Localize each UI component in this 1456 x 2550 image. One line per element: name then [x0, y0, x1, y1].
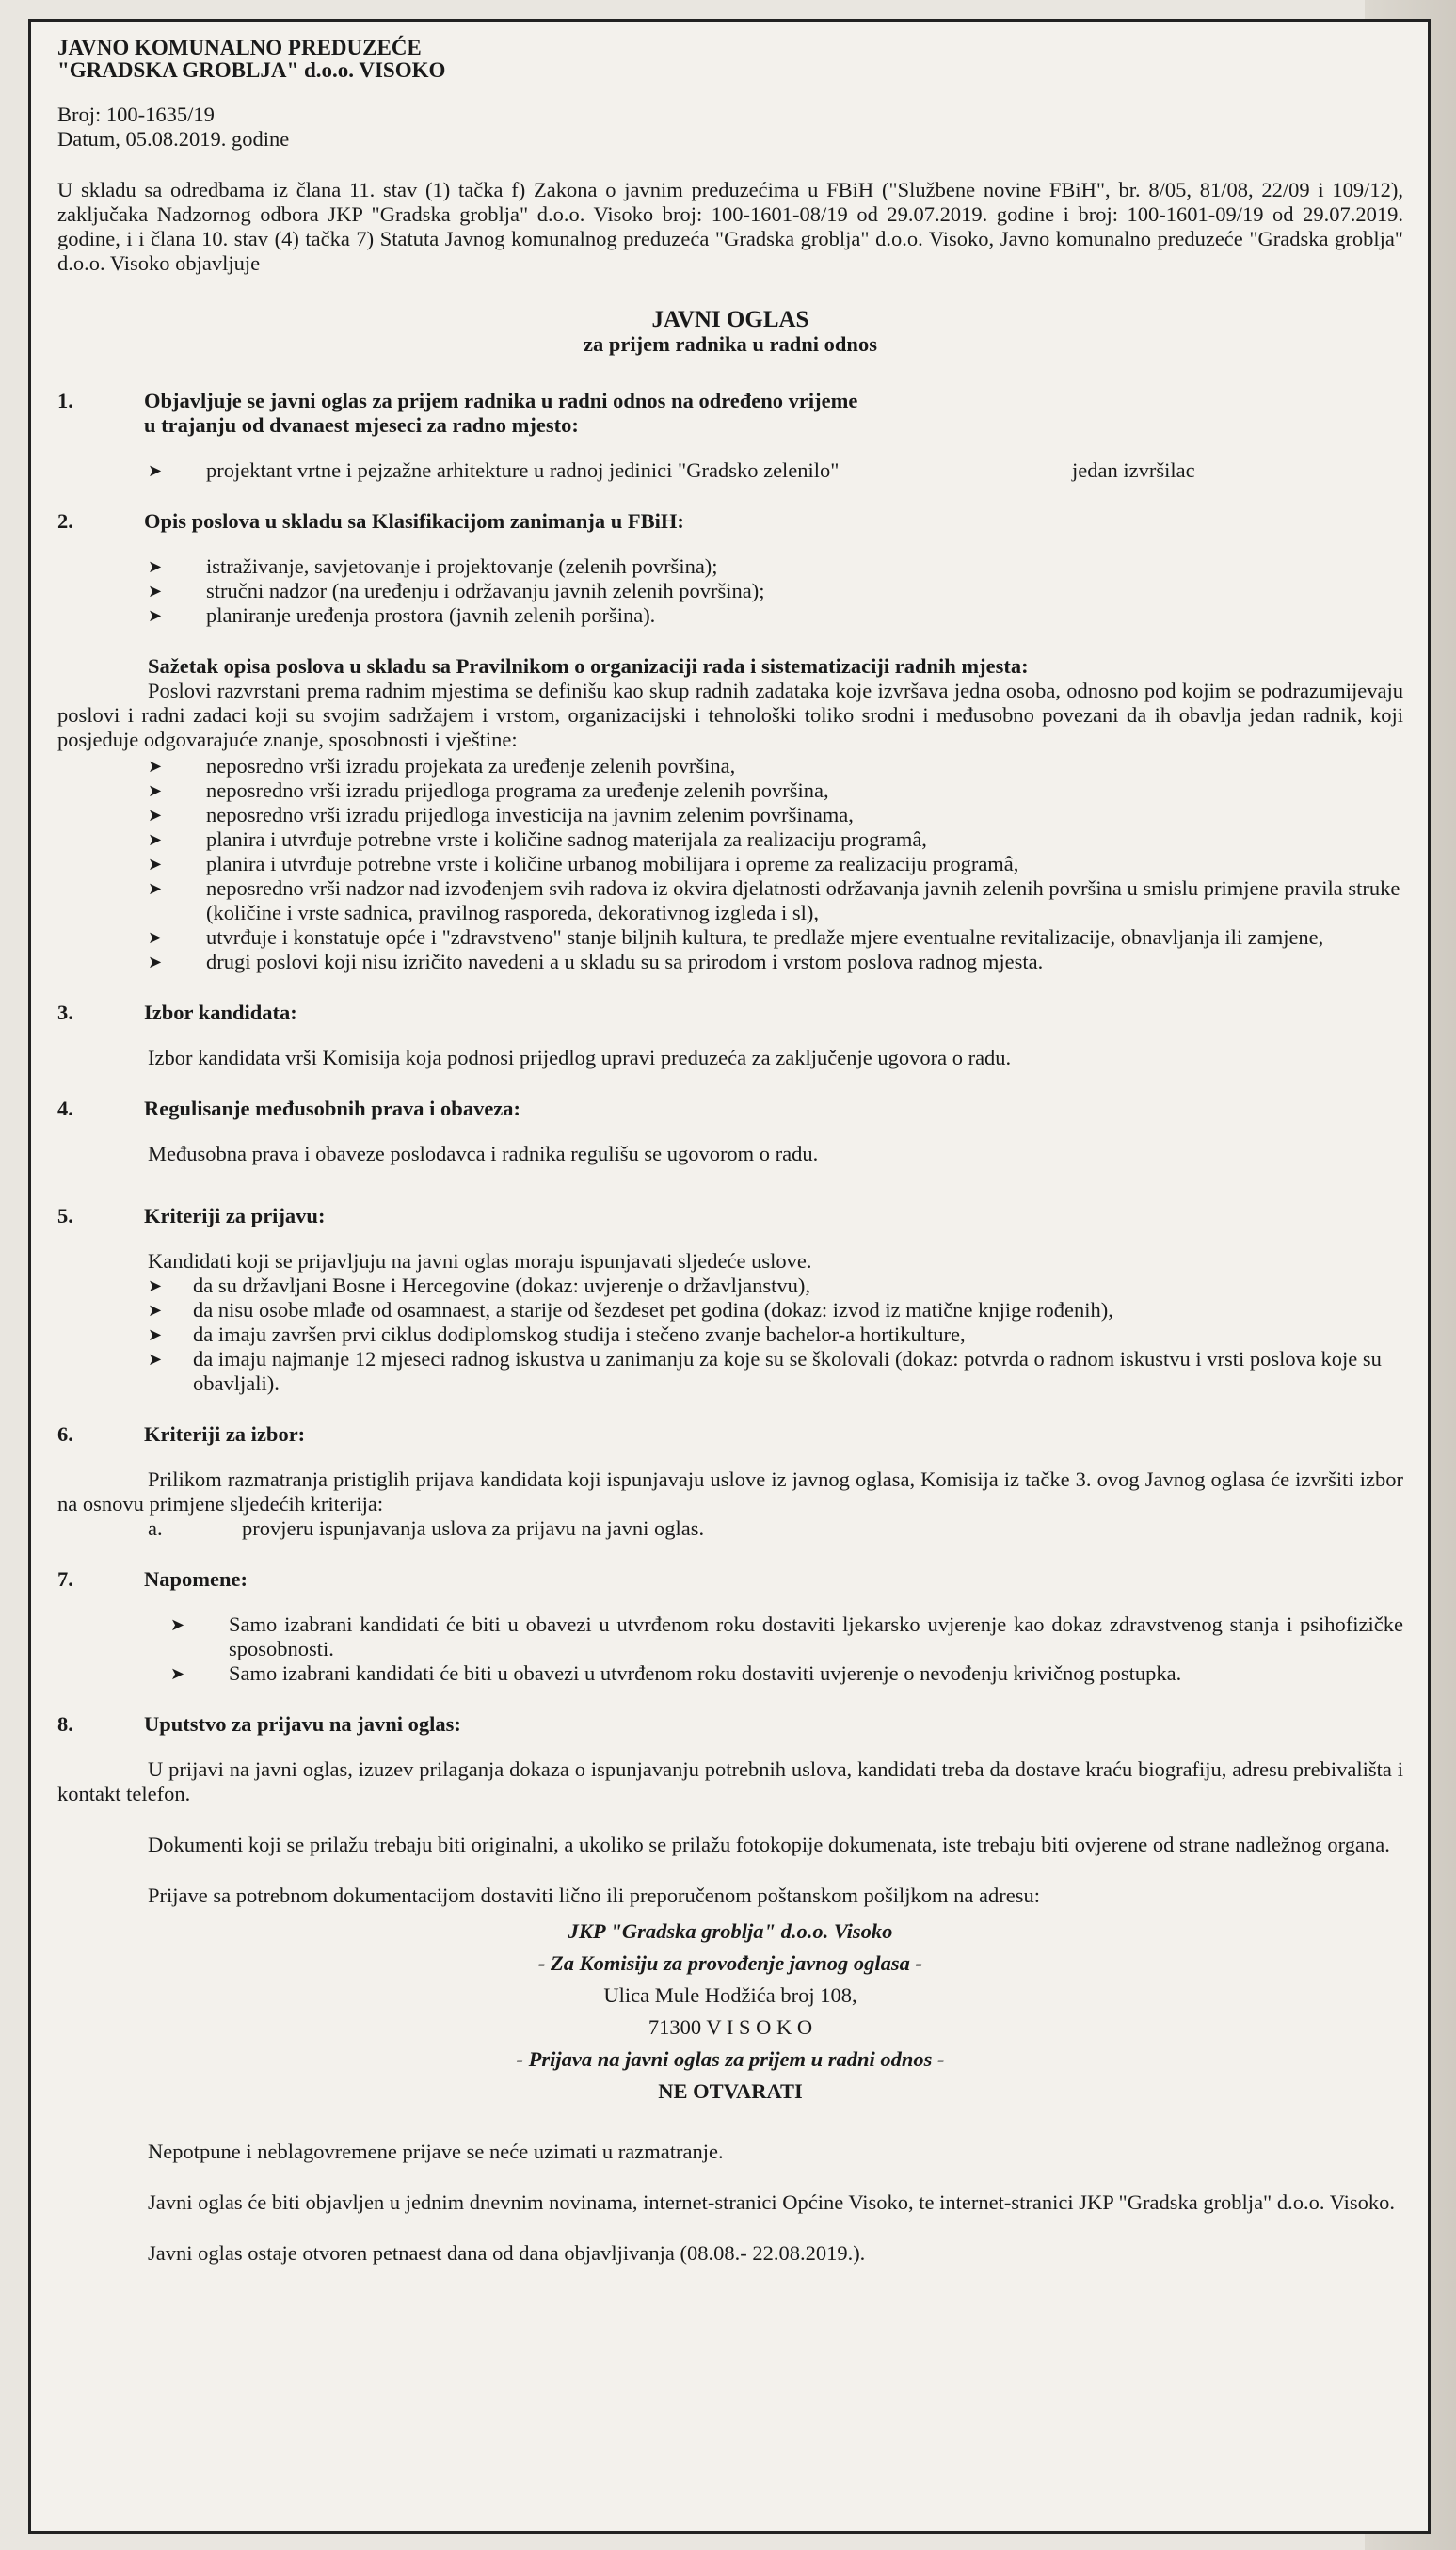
arrow-bullet-icon: ➤ — [148, 461, 163, 480]
intro-paragraph: U skladu sa odredbama iz člana 11. stav (1) tačka f) Zakona o javnim preduzećima u FBiH ("Službene novine FBiH", br. 8/05, 81/08, 22/09 i 109/12), zaključaka Nadzornog odbora JKP "Gradska groblja" d.o.o. Visoko broj: 100-1601-08/19 od 29.07.2019. godine i broj: 100-1601-09/19 od 29.07.2019. godine, i i člana 10. stav (4) tačka 7) Statuta Javnog komunalnog preduzeća "Gradska groblja" d.o.o. Visoko, Javno komunalno preduzeće "Gradska groblja" d.o.o. Visoko objavljuje — [57, 178, 1403, 275]
list-item: ➤ utvrđuje i konstatuje opće i "zdravstveno" stanje biljnih kultura, te predlaže mjere eventualne revitalizacije, obnavljanja ili zamjene, — [148, 925, 1324, 949]
arrow-bullet-icon: ➤ — [148, 1301, 163, 1320]
classification-list — [57, 554, 1403, 628]
section-2-heading-text: Opis poslova u skladu sa Klasifikacijom zanimanja u FBiH: — [144, 509, 684, 533]
section-4-heading-text: Regulisanje međusobnih prava i obaveza: — [144, 1097, 521, 1120]
section-number: 3. — [57, 1001, 73, 1024]
list-item: ➤ stručni nadzor (na uređenju i održavanju javnih zelenih površina); — [148, 579, 765, 602]
section-8-heading-text: Uputstvo za prijavu na javni oglas: — [144, 1712, 461, 1736]
arrow-bullet-icon: ➤ — [148, 557, 163, 576]
org-name-line1: JAVNO KOMUNALNO PREDUZEĆE — [57, 36, 422, 59]
notice-subtitle: za prijem radnika u radni odnos — [584, 332, 877, 356]
address-subject: - Prijava na javni oglas za prijem u radni odnos - — [516, 2047, 945, 2071]
section-number: 1. — [57, 389, 73, 412]
arrow-bullet-icon: ➤ — [148, 606, 163, 625]
arrow-bullet-icon: ➤ — [148, 953, 163, 971]
list-item: ➤ da imaju najmanje 12 mjeseci radnog iskustva u zanimanju za koje su se školovali (dokaz: potvrda o radnom iskustvu i vrsti poslova koje su obavljali). — [148, 1347, 1382, 1395]
list-item: ➤ planira i utvrđuje potrebne vrste i količine sadnog materijala za realizaciju programâ, — [148, 827, 927, 851]
instructions-paragraph-3: Prijave sa potrebnom dokumentacijom dostaviti lično ili preporučenom poštanskom pošiljkom na adresu: — [148, 1884, 1040, 1907]
section-1-heading-line1: Objavljuje se javni oglas za prijem radnika u radni odnos na određeno vrijeme — [144, 389, 858, 412]
arrow-bullet-icon: ➤ — [148, 781, 163, 800]
section-number: 7. — [57, 1567, 73, 1591]
summary-paragraph: Poslovi razvrstani prema radnim mjestima se definišu kao skup radnih zadataka koje izvršava jedna osoba, odnosno pod kojim se podrazumijevaju poslovi i radni zadaci koji su svojim sadržajem i vrstom, organizacijski i tehnološki toliko srodni i međusobno povezani da ih obavlja jedan radnik, koji posjeduje odgovarajuće znanje, sposobnosti i vještine: — [57, 679, 1403, 751]
arrow-bullet-icon: ➤ — [148, 928, 163, 947]
instructions-paragraph-6: Javni oglas ostaje otvoren petnaest dana od dana objavljivanja (08.08.- 22.08.2019.). — [148, 2241, 866, 2265]
section-number: 2. — [57, 509, 73, 533]
notice-title: JAVNI OGLAS — [651, 307, 809, 332]
org-name-line2: "GRADSKA GROBLJA" d.o.o. VISOKO — [57, 58, 446, 82]
arrow-bullet-icon: ➤ — [148, 1276, 163, 1295]
arrow-bullet-icon: ➤ — [148, 1325, 163, 1344]
section-1-heading — [57, 389, 1403, 438]
section-number: 5. — [57, 1204, 73, 1227]
position-title: projektant vrtne i pejzažne arhitekture u radnoj jedinici "Gradsko zelenilo" — [206, 458, 840, 482]
position-item — [57, 458, 1403, 483]
section-8-heading — [57, 1712, 1403, 1737]
position-count: jedan izvršilac — [1072, 458, 1195, 482]
document-date: Datum, 05.08.2019. godine — [57, 127, 290, 151]
section-3-heading-text: Izbor kandidata: — [144, 1001, 297, 1024]
arrow-bullet-icon: ➤ — [170, 1615, 185, 1634]
arrow-bullet-icon: ➤ — [148, 757, 163, 776]
arrow-bullet-icon: ➤ — [148, 1350, 163, 1369]
section-5-heading-text: Kriteriji za prijavu: — [144, 1204, 326, 1227]
summary-heading: Sažetak opisa poslova u skladu sa Pravilnikom o organizaciji rada i sistematizaciji radnih mjesta: — [148, 654, 1029, 678]
address-street: Ulica Mule Hodžića broj 108, — [603, 1983, 857, 2007]
list-item: ➤ neposredno vrši nadzor nad izvođenjem svih radova iz okvira djelatnosti održavanja javnih zelenih površina u smislu primjene pravila struke (količine i vrste sadnica, pravilnog rasporeda, dekorativnog izgleda i sl), — [148, 876, 1400, 924]
list-item: ➤ Samo izabrani kandidati će biti u obavezi u utvrđenom roku dostaviti ljekarsko uvjerenje kao dokaz zdravstvenog stanja i psihofizičke sposobnosti. — [170, 1612, 1403, 1660]
section-3-text: Izbor kandidata vrši Komisija koja podnosi prijedlog upravi preduzeća za zaključenje ugovora o radu. — [148, 1046, 1012, 1069]
list-item: ➤ neposredno vrši izradu prijedloga investicija na javnim zelenim površinama, — [148, 803, 854, 826]
public-notice-document — [28, 19, 1431, 2534]
arrow-bullet-icon: ➤ — [148, 806, 163, 825]
reference-number: Broj: 100-1635/19 — [57, 103, 215, 126]
instructions-paragraph-5: Javni oglas će biti objavljen u jednim dnevnim novinama, internet-stranici Općine Visoko, te internet-stranici JKP "Gradska groblja" d.o.o. Visoko. — [148, 2190, 1395, 2214]
section-4-heading — [57, 1097, 1403, 1121]
application-criteria-list — [57, 1274, 1403, 1396]
do-not-open-label: NE OTVARATI — [658, 2079, 803, 2103]
section-3-heading — [57, 1001, 1403, 1025]
list-item: ➤ planira i utvrđuje potrebne vrste i količine urbanog mobilijara i opreme za realizaciju programâ, — [148, 852, 1019, 875]
instructions-paragraph-2: Dokumenti koji se prilažu trebaju biti originalni, a ukoliko se prilažu fotokopije dokumenata, iste trebaju biti ovjerene od strane nadležnog organa. — [148, 1833, 1390, 1856]
list-item: ➤ istraživanje, savjetovanje i projektovanje (zelenih površina); — [148, 554, 718, 578]
instructions-paragraph-4: Nepotpune i neblagovremene prijave se neće uzimati u razmatranje. — [148, 2140, 724, 2163]
list-item: ➤ da su državljani Bosne i Hercegovine (dokaz: uvjerenje o državljanstvu), — [148, 1274, 811, 1297]
list-item: ➤ neposredno vrši izradu prijedloga programa za uređenje zelenih površina, — [148, 778, 829, 802]
arrow-bullet-icon: ➤ — [148, 582, 163, 601]
section-number: 8. — [57, 1712, 73, 1736]
arrow-bullet-icon: ➤ — [148, 830, 163, 849]
arrow-bullet-icon: ➤ — [148, 855, 163, 874]
list-item: ➤ da nisu osobe mlađe od osamnaest, a starije od šezdeset pet godina (dokaz: izvod iz matične knjige rođenih), — [148, 1298, 1113, 1322]
address-commission: - Za Komisiju za provođenje javnog oglasa - — [537, 1951, 923, 1975]
section-1-heading-line2: u trajanju od dvanaest mjeseci za radno mjesto: — [144, 413, 579, 437]
section-number: 4. — [57, 1097, 73, 1120]
list-item: ➤ planiranje uređenja prostora (javnih zelenih poršina). — [148, 603, 656, 627]
address-company: JKP "Gradska groblja" d.o.o. Visoko — [568, 1919, 893, 1943]
section-2-heading — [57, 509, 1403, 534]
duties-list — [57, 754, 1403, 974]
section-number: 6. — [57, 1422, 73, 1446]
section-6-heading-text: Kriteriji za izbor: — [144, 1422, 306, 1446]
address-city: 71300 V I S O K O — [648, 2015, 813, 2039]
list-item: ➤ drugi poslovi koji nisu izričito navedeni a u skladu su sa prirodom i vrstom poslova radnog mjesta. — [148, 950, 1044, 973]
arrow-bullet-icon: ➤ — [170, 1664, 185, 1683]
notes-list — [57, 1612, 1403, 1686]
criterion-marker: a. — [148, 1516, 163, 1540]
list-item: ➤ da imaju završen prvi ciklus dodiplomskog studija i stečeno zvanje bachelor-a hortikulture, — [148, 1323, 966, 1346]
mailing-address — [57, 1916, 1403, 2108]
arrow-bullet-icon: ➤ — [148, 879, 163, 898]
instructions-paragraph-1: U prijavi na javni oglas, izuzev prilaganja dokaza o ispunjavanju potrebnih uslova, kandidati treba da dostave kraću biografiju, adresu prebivališta i kontakt telefon. — [57, 1757, 1403, 1805]
criterion-text: provjeru ispunjavanja uslova za prijavu na javni oglas. — [242, 1516, 705, 1540]
org-header — [57, 37, 1403, 82]
section-5-heading — [57, 1204, 1403, 1228]
section-5-lead: Kandidati koji se prijavljuju na javni oglas moraju ispunjavati sljedeće uslove. — [148, 1249, 812, 1273]
section-7-heading-text: Napomene: — [144, 1567, 248, 1591]
list-item: ➤ Samo izabrani kandidati će biti u obavezi u utvrđenom roku dostaviti uvjerenje o nevođenju krivičnog postupka. — [170, 1661, 1182, 1685]
section-6-text: Prilikom razmatranja pristiglih prijava kandidata koji ispunjavaju uslove iz javnog oglasa, Komisija iz tačke 3. ovog Javnog oglasa će izvršiti izbor na osnovu primjene sljedećih kriterija: — [57, 1467, 1403, 1516]
list-item: ➤ neposredno vrši izradu projekata za uređenje zelenih površina, — [148, 754, 736, 778]
section-4-text: Međusobna prava i obaveze poslodavca i radnika regulišu se ugovorom o radu. — [148, 1142, 819, 1165]
selection-criterion — [57, 1516, 1403, 1541]
section-7-heading — [57, 1567, 1403, 1592]
section-6-heading — [57, 1422, 1403, 1447]
